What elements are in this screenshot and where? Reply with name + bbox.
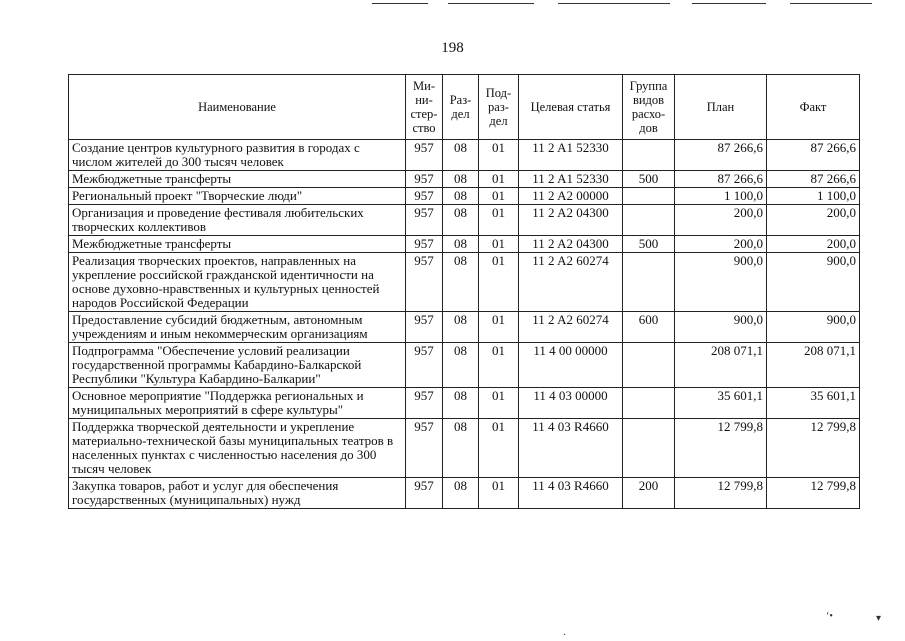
table-row (69, 236, 860, 253)
table-row (69, 312, 860, 343)
cell-plan: 12 799,8 (675, 419, 767, 478)
table-header-row (69, 75, 860, 140)
cell-group: 500 (623, 171, 675, 188)
cell-group (623, 419, 675, 478)
cell-group (623, 253, 675, 312)
cell-name: Поддержка творческой деятельности и укрепление материально-технической базы муниципальных театров в населенных пунктах с численностью населения до 300 тысяч человек (69, 419, 406, 478)
cell-section: 08 (443, 388, 479, 419)
cell-ministry: 957 (406, 205, 443, 236)
cell-subsection: 01 (479, 388, 519, 419)
cell-section: 08 (443, 253, 479, 312)
cell-name: Организация и проведение фестиваля любительских творческих коллективов (69, 205, 406, 236)
cell-plan: 87 266,6 (675, 140, 767, 171)
cell-group (623, 188, 675, 205)
cell-group (623, 343, 675, 388)
cell-article: 11 2 A1 52330 (519, 140, 623, 171)
page-number: 198 (441, 40, 464, 56)
table-row (69, 171, 860, 188)
cell-subsection: 01 (479, 343, 519, 388)
cell-section: 08 (443, 478, 479, 509)
cell-fact: 87 266,6 (767, 140, 860, 171)
cell-plan: 87 266,6 (675, 171, 767, 188)
cell-name: Подпрограмма "Обеспечение условий реализации государственной программы Кабардино-Балкарской Республики "Культура Кабардино-Балкарии" (69, 343, 406, 388)
budget-table (68, 74, 860, 509)
cell-section: 08 (443, 140, 479, 171)
top-rule (558, 3, 670, 4)
top-rule (790, 3, 872, 4)
cell-subsection: 01 (479, 188, 519, 205)
table-row (69, 140, 860, 171)
cell-name: Основное мероприятие "Поддержка региональных и муниципальных мероприятий в сфере культуры" (69, 388, 406, 419)
cell-fact: 12 799,8 (767, 478, 860, 509)
cell-section: 08 (443, 205, 479, 236)
cell-subsection: 01 (479, 253, 519, 312)
cell-ministry: 957 (406, 478, 443, 509)
top-rule (692, 3, 766, 4)
cell-name: Закупка товаров, работ и услуг для обеспечения государственных (муниципальных) нужд (69, 478, 406, 509)
cell-fact: 900,0 (767, 253, 860, 312)
cell-subsection: 01 (479, 140, 519, 171)
cell-ministry: 957 (406, 312, 443, 343)
cell-fact: 1 100,0 (767, 188, 860, 205)
cell-section: 08 (443, 343, 479, 388)
cell-section: 08 (443, 171, 479, 188)
cell-group: 500 (623, 236, 675, 253)
cell-fact: 12 799,8 (767, 419, 860, 478)
table-row (69, 388, 860, 419)
cell-plan: 1 100,0 (675, 188, 767, 205)
cell-plan: 200,0 (675, 236, 767, 253)
cell-section: 08 (443, 419, 479, 478)
cell-fact: 900,0 (767, 312, 860, 343)
cell-article: 11 2 A1 52330 (519, 171, 623, 188)
cell-plan: 208 071,1 (675, 343, 767, 388)
cell-ministry: 957 (406, 171, 443, 188)
cell-name: Предоставление субсидий бюджетным, автономным учреждениям и иным некоммерческим организациям (69, 312, 406, 343)
cell-fact: 200,0 (767, 236, 860, 253)
cell-group: 200 (623, 478, 675, 509)
cell-article: 11 4 03 R4660 (519, 478, 623, 509)
cell-article: 11 4 03 R4660 (519, 419, 623, 478)
cell-article: 11 4 00 00000 (519, 343, 623, 388)
header-subsection: Под-раз-дел (479, 75, 519, 140)
cell-name: Межбюджетные трансферты (69, 171, 406, 188)
header-section: Раз-дел (443, 75, 479, 140)
cell-group (623, 140, 675, 171)
cell-name: Создание центров культурного развития в городах с числом жителей до 300 тысяч человек (69, 140, 406, 171)
cell-subsection: 01 (479, 171, 519, 188)
table-row (69, 205, 860, 236)
cell-article: 11 2 A2 04300 (519, 236, 623, 253)
cell-fact: 208 071,1 (767, 343, 860, 388)
cell-subsection: 01 (479, 478, 519, 509)
cell-plan: 12 799,8 (675, 478, 767, 509)
cell-article: 11 2 A2 60274 (519, 253, 623, 312)
cell-section: 08 (443, 312, 479, 343)
cell-group: 600 (623, 312, 675, 343)
cell-name: Реализация творческих проектов, направленных на укрепление российской гражданской идентичности на основе духовно-нравственных и культурных ценностей народов Российской Федерации (69, 253, 406, 312)
cell-subsection: 01 (479, 419, 519, 478)
cell-ministry: 957 (406, 388, 443, 419)
cell-subsection: 01 (479, 205, 519, 236)
header-group: Группа видов расхо-дов (623, 75, 675, 140)
cell-ministry: 957 (406, 343, 443, 388)
cell-ministry: 957 (406, 140, 443, 171)
cell-group (623, 388, 675, 419)
table-row (69, 253, 860, 312)
cell-article: 11 2 A2 60274 (519, 312, 623, 343)
cell-plan: 200,0 (675, 205, 767, 236)
cell-ministry: 957 (406, 419, 443, 478)
cell-ministry: 957 (406, 188, 443, 205)
header-name: Наименование (69, 75, 406, 140)
top-rule (448, 3, 534, 4)
cell-group (623, 205, 675, 236)
cell-name: Межбюджетные трансферты (69, 236, 406, 253)
cell-fact: 35 601,1 (767, 388, 860, 419)
cell-section: 08 (443, 236, 479, 253)
top-rule (372, 3, 428, 4)
cell-section: 08 (443, 188, 479, 205)
cell-ministry: 957 (406, 253, 443, 312)
table-row (69, 478, 860, 509)
cell-ministry: 957 (406, 236, 443, 253)
cell-name: Региональный проект "Творческие люди" (69, 188, 406, 205)
cell-article: 11 2 A2 00000 (519, 188, 623, 205)
cell-fact: 87 266,6 (767, 171, 860, 188)
table-row (69, 419, 860, 478)
cell-article: 11 4 03 00000 (519, 388, 623, 419)
cell-subsection: 01 (479, 236, 519, 253)
scan-mark: · (563, 630, 567, 641)
header-ministry: Ми-ни-стер-ство (406, 75, 443, 140)
cell-plan: 35 601,1 (675, 388, 767, 419)
table-row (69, 188, 860, 205)
cell-plan: 900,0 (675, 253, 767, 312)
header-article: Целевая статья (519, 75, 623, 140)
cell-article: 11 2 A2 04300 (519, 205, 623, 236)
scan-mark: ▾ (876, 613, 882, 624)
table-row (69, 343, 860, 388)
cell-subsection: 01 (479, 312, 519, 343)
cell-fact: 200,0 (767, 205, 860, 236)
header-plan: План (675, 75, 767, 140)
scan-mark: ‘• (826, 611, 833, 622)
header-fact: Факт (767, 75, 860, 140)
cell-plan: 900,0 (675, 312, 767, 343)
